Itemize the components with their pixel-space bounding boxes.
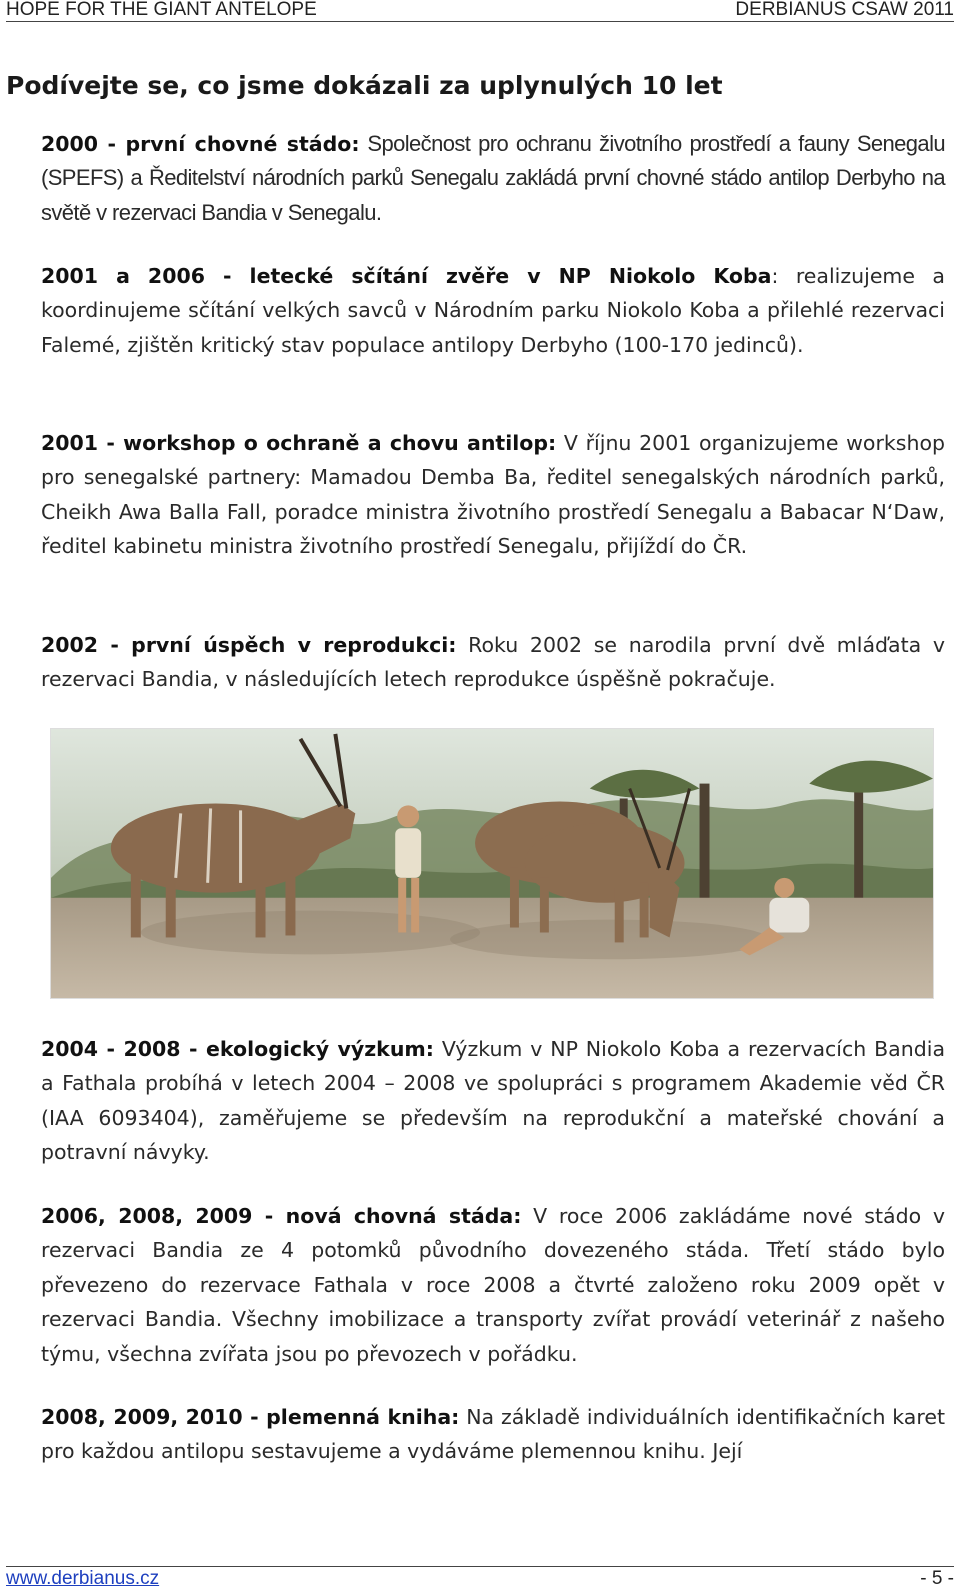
paragraph-lead: 2008, 2009, 2010 - plemenná kniha: [41, 1405, 460, 1429]
paragraph-2002 [41, 628, 945, 697]
paragraph-lead: 2006, 2008, 2009 - nová chovná stáda: [41, 1204, 522, 1228]
paragraph-text: V roce 2006 zakládáme nové stádo v rezervaci Bandia ze 4 potomků původního dovezeného stáda. Třetí stádo bylo převezeno do rezervace Fathala v roce 2008 a čtvrté založeno roku 2009 opět v rezervaci Bandia. Všechny imobilizace a transporty zvířat provádí veterinář z našeho týmu, všechna zvířata jsou po převozech v pořádku. [41, 1204, 945, 1366]
antelope-photo-illustration [51, 729, 933, 998]
website-link[interactable]: www.derbianus.cz [6, 1568, 160, 1589]
paragraph-2001-2006 [41, 259, 945, 362]
paragraph-text: Na základě individuálních identifikačních karet pro každou antilopu sestavujeme a vydáváme plemennou knihu. Její [41, 1405, 945, 1464]
paragraph-lead: 2004 - 2008 - ekologický výzkum: [41, 1037, 434, 1061]
running-header [6, 0, 954, 22]
page-footer [6, 1566, 954, 1589]
paragraph-lead: 2002 - první úspěch v reprodukci: [41, 633, 457, 657]
paragraph-text: Roku 2002 se narodila první dvě mláďata v rezervaci Bandia, v následujících letech reprodukce úspěšně pokračuje. [41, 633, 945, 692]
page-title: Podívejte se, co jsme dokázali za uplynulých 10 let [6, 71, 723, 100]
paragraph-2000 [41, 127, 945, 230]
paragraph-text: Společnost pro ochranu životního prostředí a fauny Senegalu (SPEFS) a Ředitelství národních parků Senegalu zakládá první chovné stádo antilop Derbyho na světě v rezervaci Bandia v Senegalu. [41, 131, 945, 225]
header-title: HOPE FOR THE GIANT ANTELOPE [6, 0, 317, 20]
paragraph-text: : realizujeme a koordinujeme sčítání velkých savců v Národním parku Niokolo Koba a přilehlé rezervaci Falemé, zjištěn kritický stav populace antilopy Derbyho (100-170 jedinců). [41, 264, 945, 357]
paragraph-lead: 2001 a 2006 - letecké sčítání zvěře v NP Niokolo Koba [41, 264, 772, 288]
paragraph-2001-workshop [41, 426, 945, 564]
paragraph-2008-2009-2010 [41, 1400, 945, 1469]
paragraph-lead: 2001 - workshop o ochraně a chovu antilop: [41, 431, 557, 455]
antelope-photo [50, 728, 934, 999]
paragraph-2006-2008-2009 [41, 1199, 945, 1371]
header-subtitle: DERBIANUS CSAW 2011 [735, 0, 954, 20]
page-number: - 5 - [920, 1568, 954, 1589]
paragraph-2004-2008 [41, 1032, 945, 1170]
paragraph-lead: 2000 - první chovné stádo: [41, 132, 360, 156]
paragraph-text: Výzkum v NP Niokolo Koba a rezervacích Bandia a Fathala probíhá v letech 2004 – 2008 ve spolupráci s programem Akademie věd ČR (IAA 6093404), zaměřujeme se především na reprodukční a mateřské chování a potravní návyky. [41, 1037, 946, 1165]
paragraph-text: V říjnu 2001 organizujeme workshop pro senegalské partnery: Mamadou Demba Ba, ředitel senegalských národních parků, Cheikh Awa Balla Fall, poradce ministra životního prostředí Senegalu a Babacar N‘Daw, ředitel kabinetu ministra životního prostředí Senegalu, přijíždí do ČR. [41, 431, 946, 559]
